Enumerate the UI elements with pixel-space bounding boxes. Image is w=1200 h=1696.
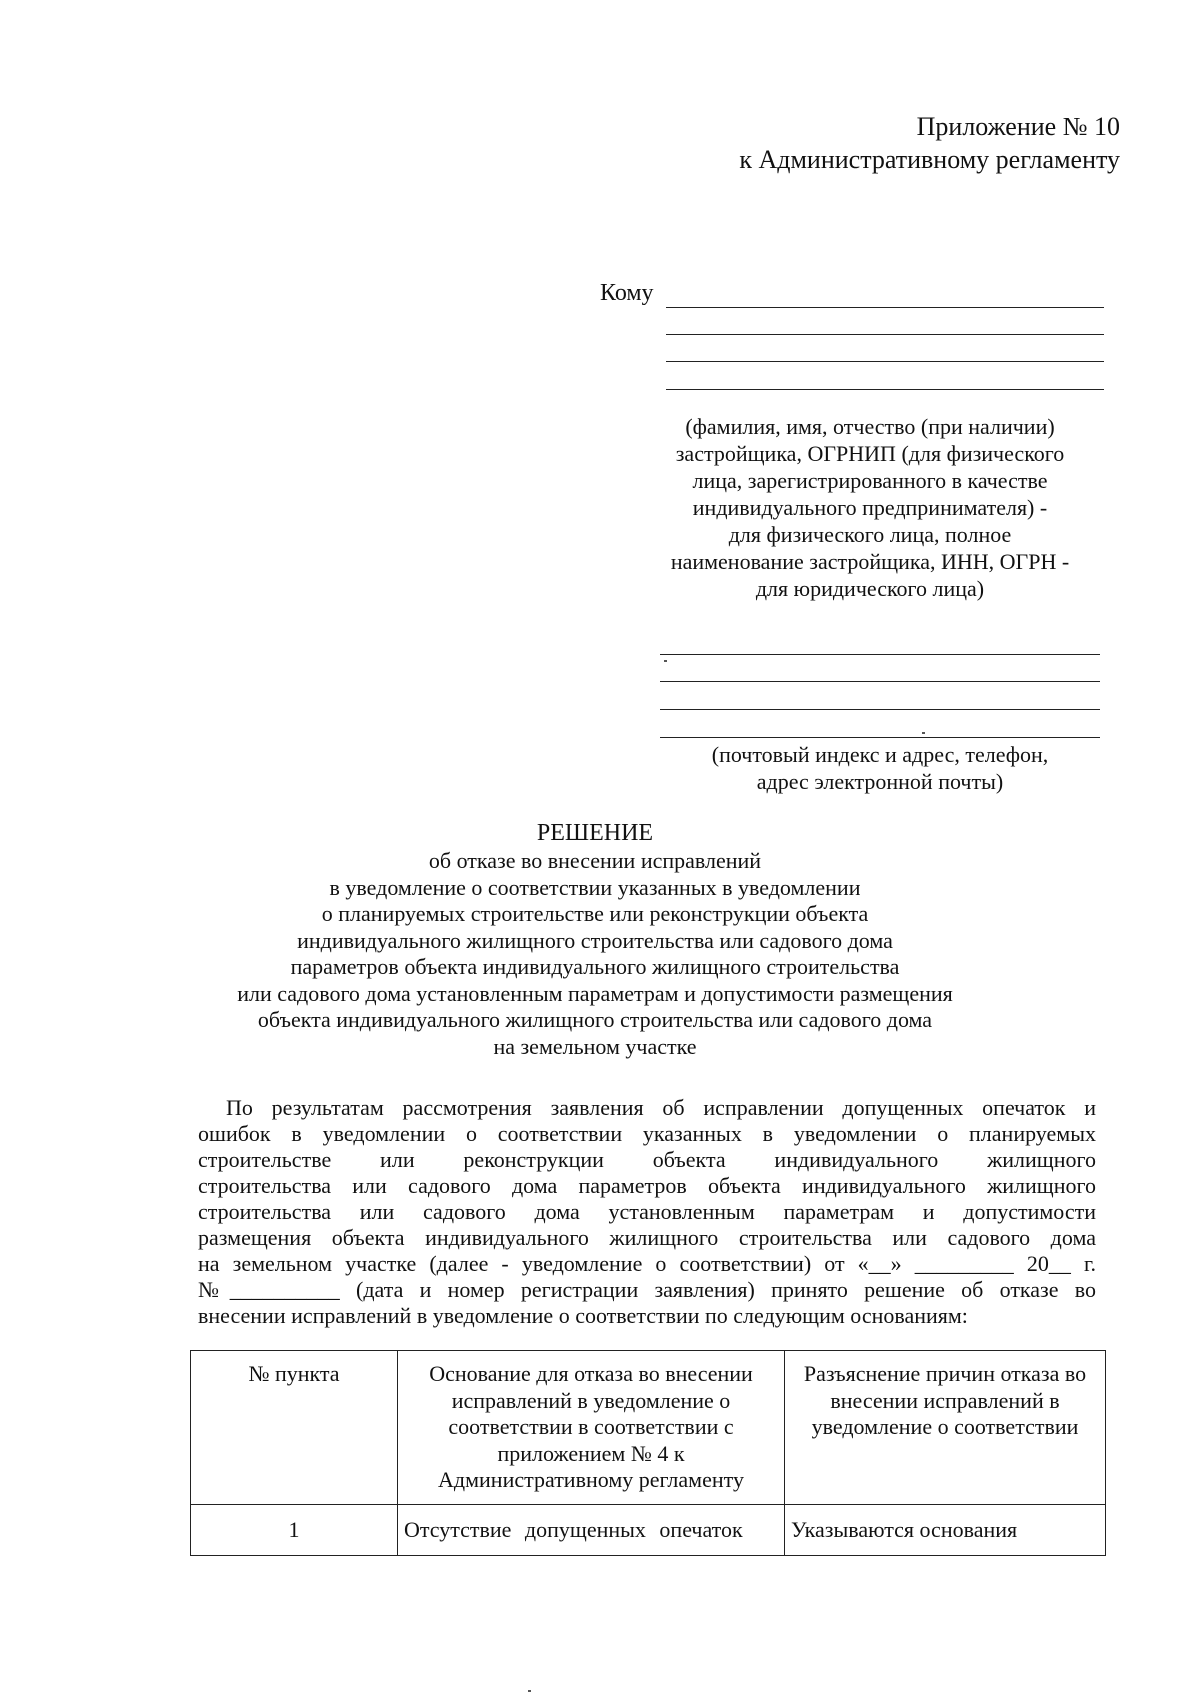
subtitle-line: об отказе во внесении исправлений <box>428 848 762 873</box>
caption-line: для юридического лица) <box>755 576 985 601</box>
cell-refusal-explanation: Указываются основания <box>785 1504 1106 1556</box>
subtitle-line: объекта индивидуального жилищного строительства или садового дома <box>257 1007 933 1032</box>
recipient-line-4[interactable] <box>666 389 1104 390</box>
body-line: строительства или садового дома параметров объекта индивидуального жилищного <box>198 1173 1096 1198</box>
recipient-caption <box>640 413 1100 602</box>
caption-line: для физического лица, полное <box>728 522 1012 547</box>
appendix-number: Приложение № 10 <box>916 112 1120 141</box>
subtitle-line: в уведомление о соответствии указанных в уведомлении <box>329 874 861 900</box>
scan-speck <box>922 732 925 734</box>
address-caption <box>660 741 1100 795</box>
caption-line: застройщика, ОГРНИП (для физического <box>675 441 1065 466</box>
cell-refusal-ground: Отсутствие допущенных опечаток <box>398 1504 785 1556</box>
subtitle-line: о планируемых строительстве или реконструкции объекта <box>321 901 869 926</box>
caption-line: (почтовый индекс и адрес, телефон, <box>711 742 1049 767</box>
body-line: По результатам рассмотрения заявления об исправлении допущенных опечаток и <box>226 1095 1096 1120</box>
subtitle-line: на земельном участке <box>493 1033 697 1059</box>
address-line-2[interactable] <box>660 681 1100 682</box>
address-line-1[interactable] <box>660 654 1100 655</box>
grounds-table <box>190 1350 1106 1556</box>
caption-line: адрес электронной почты) <box>756 769 1004 794</box>
body-line: размещения объекта индивидуального жилищного строительства или садового дома <box>198 1225 1096 1250</box>
header-item-number: № пункта <box>191 1351 398 1505</box>
header-refusal-explanation: Разъяснение причин отказа во внесении исправлений в уведомление о соответствии <box>785 1351 1106 1505</box>
body-line: внесении исправлений в уведомление о соответствии по следующим основаниям: <box>198 1303 968 1328</box>
recipient-line-1[interactable] <box>666 307 1104 308</box>
cell-item-number: 1 <box>191 1504 398 1556</box>
caption-line: лица, зарегистрированного в качестве <box>692 468 1048 493</box>
subtitle-line: или садового дома установленным параметрам и допустимости размещения <box>237 980 953 1006</box>
subtitle-line: индивидуального жилищного строительства или садового дома <box>297 927 893 953</box>
recipient-line-2[interactable] <box>666 334 1104 335</box>
decision-body <box>198 1095 1096 1329</box>
address-line-3[interactable] <box>660 709 1100 710</box>
scan-speck <box>664 660 667 662</box>
subtitle-line: параметров объекта индивидуального жилищного строительства <box>290 954 900 979</box>
caption-line: наименование застройщика, ИНН, ОГРН - <box>670 549 1070 574</box>
body-line: строительстве или реконструкции объекта индивидуального жилищного <box>198 1147 1096 1172</box>
address-line-4[interactable] <box>660 737 1100 738</box>
caption-line: (фамилия, имя, отчество (при наличии) <box>685 414 1055 439</box>
decision-title <box>200 818 990 1060</box>
appendix-reference: к Административному регламенту <box>739 145 1120 174</box>
appendix-header <box>739 110 1120 176</box>
decision-heading: РЕШЕНИЕ <box>536 820 654 846</box>
scan-speck <box>528 1690 531 1692</box>
to-label: Кому <box>600 280 654 306</box>
body-line: №__________ (дата и номер регистрации заявления) принято решение об отказе во <box>198 1277 1096 1302</box>
recipient-line-3[interactable] <box>666 361 1104 362</box>
body-line: на земельном участке (далее - уведомление о соответствии) от «__» _________ 20__ г. <box>198 1251 1096 1276</box>
header-refusal-ground: Основание для отказа во внесении исправлений в уведомление о соответствии в соответствии с приложением № 4 к Административному регламенту <box>398 1351 785 1505</box>
body-line: ошибок в уведомлении о соответствии указанных в уведомлении о планируемых <box>198 1121 1096 1146</box>
table-header-row <box>191 1351 1106 1505</box>
body-line: строительства или садового дома установленным параметрам и допустимости <box>198 1199 1096 1224</box>
caption-line: индивидуального предпринимателя) - <box>692 495 1048 520</box>
table-row <box>191 1504 1106 1556</box>
